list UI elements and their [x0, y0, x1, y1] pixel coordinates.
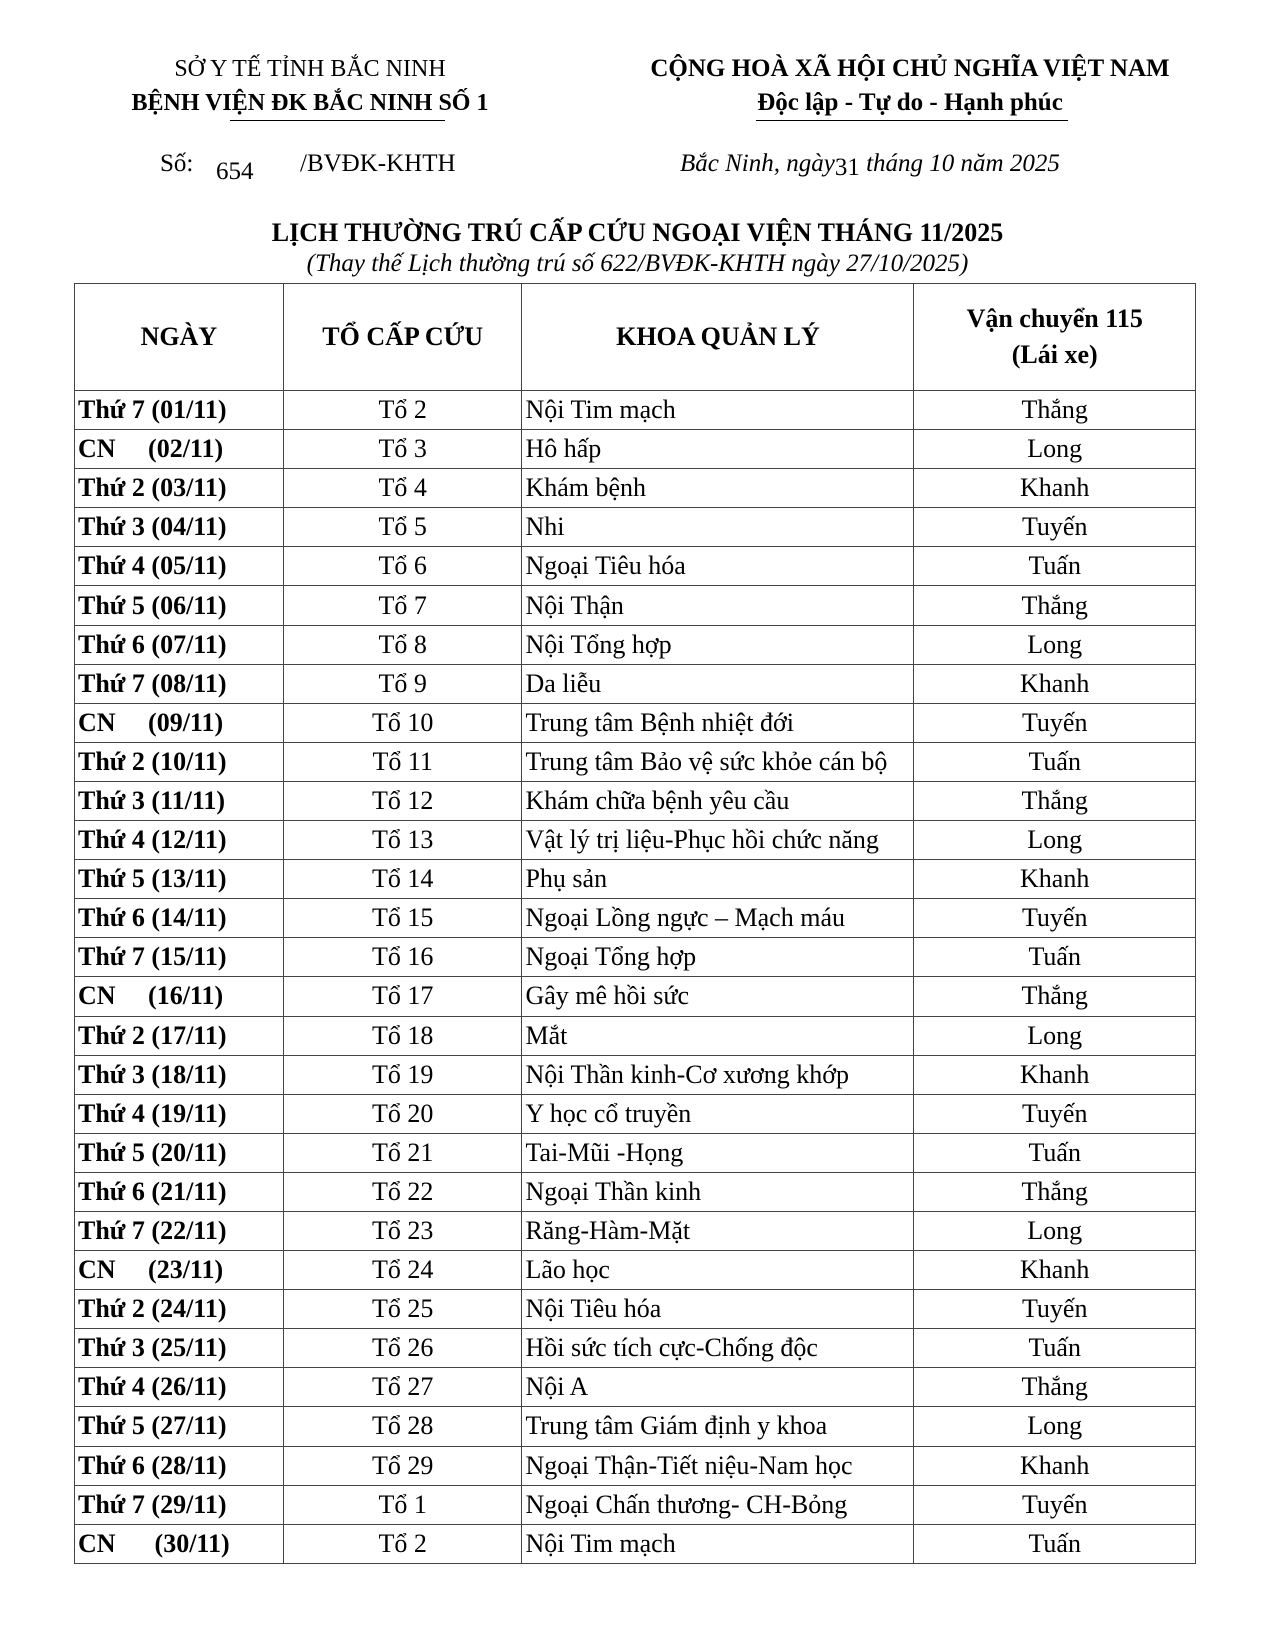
table-row	[75, 1368, 1196, 1407]
cell-dept: Trung tâm Giám định y khoa	[522, 1407, 914, 1446]
cell-day: CN (02/11)	[75, 430, 284, 469]
cell-day: Thứ 7 (29/11)	[75, 1485, 284, 1524]
cell-day: Thứ 4 (26/11)	[75, 1368, 284, 1407]
cell-driver: Khanh	[914, 469, 1196, 508]
header-transport-line1: Vận chuyển 115	[966, 304, 1143, 333]
table-row	[75, 742, 1196, 781]
cell-driver: Tuấn	[914, 1524, 1196, 1563]
national-motto-block	[610, 52, 1210, 120]
issuer-hospital: BỆNH VIỆN ĐK BẮC NINH SỐ 1	[131, 90, 489, 116]
cell-dept: Trung tâm Bảo vệ sức khỏe cán bộ	[522, 742, 914, 781]
table-row	[75, 1055, 1196, 1094]
table-row	[75, 938, 1196, 977]
table-row	[75, 1094, 1196, 1133]
cell-driver: Long	[914, 1407, 1196, 1446]
cell-day: Thứ 7 (15/11)	[75, 938, 284, 977]
cell-team: Tổ 16	[283, 938, 522, 977]
cell-team: Tổ 28	[283, 1407, 522, 1446]
header-day: NGÀY	[75, 284, 284, 391]
table-row	[75, 1446, 1196, 1485]
cell-team: Tổ 19	[283, 1055, 522, 1094]
table-row	[75, 1407, 1196, 1446]
date-day: 31	[834, 154, 860, 181]
cell-driver: Tuyến	[914, 899, 1196, 938]
document-number-label: Số:	[160, 150, 194, 177]
schedule-table	[74, 283, 1196, 1564]
cell-driver: Tuấn	[914, 742, 1196, 781]
cell-team: Tổ 27	[283, 1368, 522, 1407]
cell-dept: Nội Tim mạch	[522, 391, 914, 430]
cell-team: Tổ 11	[283, 742, 522, 781]
cell-driver: Khanh	[914, 1251, 1196, 1290]
cell-dept: Nội A	[522, 1368, 914, 1407]
cell-driver: Long	[914, 821, 1196, 860]
national-motto: Độc lập - Tự do - Hạnh phúc	[757, 89, 1063, 116]
cell-dept: Ngoại Thần kinh	[522, 1172, 914, 1211]
cell-driver: Thắng	[914, 977, 1196, 1016]
cell-team: Tổ 9	[283, 664, 522, 703]
cell-dept: Ngoại Chấn thương- CH-Bỏng	[522, 1485, 914, 1524]
cell-team: Tổ 26	[283, 1329, 522, 1368]
cell-team: Tổ 25	[283, 1290, 522, 1329]
cell-day: CN (23/11)	[75, 1251, 284, 1290]
cell-dept: Ngoại Lồng ngực – Mạch máu	[522, 899, 914, 938]
cell-team: Tổ 29	[283, 1446, 522, 1485]
table-row	[75, 1290, 1196, 1329]
cell-driver: Long	[914, 1016, 1196, 1055]
cell-day: CN (16/11)	[75, 977, 284, 1016]
table-row	[75, 1133, 1196, 1172]
cell-driver: Tuyến	[914, 508, 1196, 547]
table-row	[75, 977, 1196, 1016]
table-row	[75, 1251, 1196, 1290]
cell-team: Tổ 18	[283, 1016, 522, 1055]
cell-dept: Mắt	[522, 1016, 914, 1055]
cell-day: Thứ 4 (05/11)	[75, 547, 284, 586]
issuer-block	[100, 52, 520, 120]
cell-driver: Tuấn	[914, 1329, 1196, 1368]
table-row	[75, 899, 1196, 938]
cell-dept: Phụ sản	[522, 860, 914, 899]
table-row	[75, 1524, 1196, 1563]
table-row	[75, 1172, 1196, 1211]
motto-underline	[756, 120, 1068, 121]
cell-driver: Tuyến	[914, 1094, 1196, 1133]
cell-day: Thứ 5 (20/11)	[75, 1133, 284, 1172]
date-prefix: Bắc Ninh, ngày	[680, 150, 835, 177]
cell-dept: Nội Thần kinh-Cơ xương khớp	[522, 1055, 914, 1094]
cell-day: Thứ 7 (08/11)	[75, 664, 284, 703]
cell-day: CN (09/11)	[75, 703, 284, 742]
table-row	[75, 703, 1196, 742]
cell-day: Thứ 2 (17/11)	[75, 1016, 284, 1055]
cell-driver: Tuấn	[914, 547, 1196, 586]
cell-day: Thứ 6 (07/11)	[75, 625, 284, 664]
cell-driver: Tuấn	[914, 1133, 1196, 1172]
cell-dept: Nhi	[522, 508, 914, 547]
cell-driver: Khanh	[914, 664, 1196, 703]
cell-day: Thứ 7 (22/11)	[75, 1211, 284, 1250]
cell-dept: Khám chữa bệnh yêu cầu	[522, 781, 914, 820]
cell-day: Thứ 3 (25/11)	[75, 1329, 284, 1368]
cell-team: Tổ 8	[283, 625, 522, 664]
table-row	[75, 547, 1196, 586]
table-row	[75, 586, 1196, 625]
cell-day: Thứ 2 (24/11)	[75, 1290, 284, 1329]
issuer-underline	[230, 120, 445, 121]
cell-team: Tổ 7	[283, 586, 522, 625]
document-title: LỊCH THƯỜNG TRÚ CẤP CỨU NGOẠI VIỆN THÁNG 11/2025	[271, 218, 1004, 247]
cell-driver: Tuyến	[914, 1290, 1196, 1329]
cell-dept: Y học cổ truyền	[522, 1094, 914, 1133]
cell-team: Tổ 12	[283, 781, 522, 820]
table-row	[75, 1329, 1196, 1368]
header-transport	[914, 284, 1196, 391]
header-team: TỔ CẤP CỨU	[283, 284, 522, 391]
table-row	[75, 664, 1196, 703]
cell-day: Thứ 6 (28/11)	[75, 1446, 284, 1485]
cell-team: Tổ 2	[283, 391, 522, 430]
cell-driver: Thắng	[914, 781, 1196, 820]
cell-dept: Khám bệnh	[522, 469, 914, 508]
cell-day: Thứ 3 (11/11)	[75, 781, 284, 820]
cell-dept: Ngoại Tiêu hóa	[522, 547, 914, 586]
cell-day: Thứ 2 (10/11)	[75, 742, 284, 781]
table-row	[75, 430, 1196, 469]
cell-team: Tổ 17	[283, 977, 522, 1016]
table-row	[75, 508, 1196, 547]
cell-dept: Hồi sức tích cực-Chống độc	[522, 1329, 914, 1368]
cell-driver: Tuấn	[914, 938, 1196, 977]
table-header-row	[75, 284, 1196, 391]
document-number-value: 654	[216, 158, 254, 185]
cell-day: Thứ 5 (13/11)	[75, 860, 284, 899]
table-row	[75, 781, 1196, 820]
cell-team: Tổ 1	[283, 1485, 522, 1524]
table-row	[75, 391, 1196, 430]
cell-driver: Long	[914, 430, 1196, 469]
cell-team: Tổ 6	[283, 547, 522, 586]
cell-day: Thứ 3 (04/11)	[75, 508, 284, 547]
cell-dept: Răng-Hàm-Mặt	[522, 1211, 914, 1250]
cell-dept: Ngoại Thận-Tiết niệu-Nam học	[522, 1446, 914, 1485]
cell-dept: Nội Tim mạch	[522, 1524, 914, 1563]
cell-driver: Long	[914, 1211, 1196, 1250]
cell-dept: Hô hấp	[522, 430, 914, 469]
cell-team: Tổ 20	[283, 1094, 522, 1133]
cell-team: Tổ 15	[283, 899, 522, 938]
cell-dept: Trung tâm Bệnh nhiệt đới	[522, 703, 914, 742]
cell-dept: Gây mê hồi sức	[522, 977, 914, 1016]
cell-team: Tổ 21	[283, 1133, 522, 1172]
cell-team: Tổ 22	[283, 1172, 522, 1211]
cell-dept: Vật lý trị liệu-Phục hồi chức năng	[522, 821, 914, 860]
date-suffix: tháng 10 năm 2025	[866, 150, 1060, 177]
cell-dept: Nội Tổng hợp	[522, 625, 914, 664]
cell-driver: Tuyến	[914, 703, 1196, 742]
cell-driver: Tuyến	[914, 1485, 1196, 1524]
document-subtitle: (Thay thế Lịch thường trú số 622/BVĐK-KHTH ngày 27/10/2025)	[306, 250, 969, 277]
document-number	[160, 150, 456, 185]
cell-driver: Long	[914, 625, 1196, 664]
cell-driver: Thắng	[914, 1368, 1196, 1407]
cell-day: CN (30/11)	[75, 1524, 284, 1563]
cell-dept: Lão học	[522, 1251, 914, 1290]
issuer-department: SỞ Y TẾ TỈNH BẮC NINH	[174, 56, 446, 82]
cell-day: Thứ 6 (21/11)	[75, 1172, 284, 1211]
document-number-suffix: /BVĐK-KHTH	[300, 150, 456, 177]
cell-driver: Khanh	[914, 1055, 1196, 1094]
cell-day: Thứ 3 (18/11)	[75, 1055, 284, 1094]
cell-team: Tổ 10	[283, 703, 522, 742]
cell-dept: Tai-Mũi -Họng	[522, 1133, 914, 1172]
table-row	[75, 821, 1196, 860]
table-row	[75, 860, 1196, 899]
cell-team: Tổ 5	[283, 508, 522, 547]
cell-dept: Nội Tiêu hóa	[522, 1290, 914, 1329]
cell-driver: Thắng	[914, 1172, 1196, 1211]
cell-day: Thứ 5 (27/11)	[75, 1407, 284, 1446]
cell-driver: Thắng	[914, 586, 1196, 625]
document-date	[680, 150, 1060, 181]
cell-day: Thứ 4 (12/11)	[75, 821, 284, 860]
cell-day: Thứ 2 (03/11)	[75, 469, 284, 508]
cell-driver: Thắng	[914, 391, 1196, 430]
cell-day: Thứ 6 (14/11)	[75, 899, 284, 938]
table-row	[75, 625, 1196, 664]
cell-team: Tổ 23	[283, 1211, 522, 1250]
table-row	[75, 1485, 1196, 1524]
cell-driver: Khanh	[914, 860, 1196, 899]
header-transport-line2: (Lái xe)	[1011, 340, 1098, 369]
cell-team: Tổ 2	[283, 1524, 522, 1563]
cell-team: Tổ 14	[283, 860, 522, 899]
table-row	[75, 1211, 1196, 1250]
cell-day: Thứ 4 (19/11)	[75, 1094, 284, 1133]
cell-dept: Nội Thận	[522, 586, 914, 625]
cell-team: Tổ 4	[283, 469, 522, 508]
country-name: CỘNG HOÀ XÃ HỘI CHỦ NGHĨA VIỆT NAM	[650, 55, 1170, 82]
cell-driver: Khanh	[914, 1446, 1196, 1485]
cell-team: Tổ 24	[283, 1251, 522, 1290]
cell-team: Tổ 13	[283, 821, 522, 860]
cell-day: Thứ 5 (06/11)	[75, 586, 284, 625]
table-row	[75, 469, 1196, 508]
table-row	[75, 1016, 1196, 1055]
header-dept: KHOA QUẢN LÝ	[522, 284, 914, 391]
cell-team: Tổ 3	[283, 430, 522, 469]
cell-dept: Da liễu	[522, 664, 914, 703]
cell-day: Thứ 7 (01/11)	[75, 391, 284, 430]
cell-dept: Ngoại Tổng hợp	[522, 938, 914, 977]
